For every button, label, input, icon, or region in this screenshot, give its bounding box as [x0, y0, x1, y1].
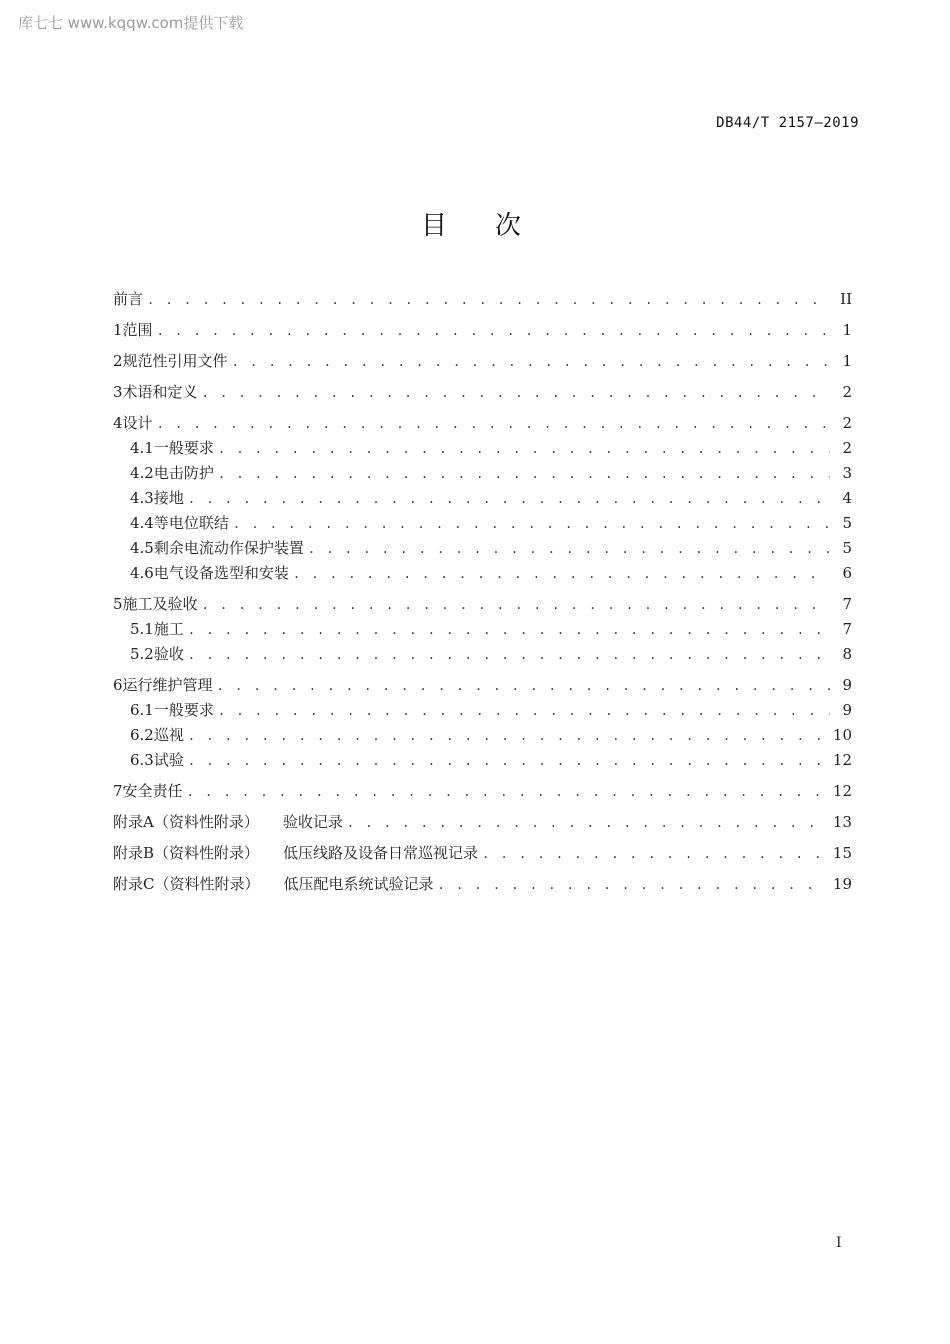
toc-number: 5.2	[130, 645, 154, 663]
toc-page: 9	[842, 676, 852, 694]
toc-leader	[188, 643, 830, 667]
toc-label: 术语和定义	[122, 383, 198, 401]
toc-page: 2	[842, 383, 852, 401]
toc-entry-4-2[interactable]	[113, 461, 852, 486]
toc-entry-5[interactable]	[113, 592, 852, 617]
toc-page: II	[840, 290, 852, 308]
toc-entry-4-5[interactable]	[113, 536, 852, 561]
toc-entry-7[interactable]	[113, 779, 852, 804]
toc-entry-5-2[interactable]	[113, 642, 852, 667]
toc-number: 2	[113, 352, 123, 370]
toc-label: 低压配电系统试验记录	[283, 875, 434, 893]
toc-leader	[147, 288, 830, 312]
toc-number: 4.6	[130, 564, 154, 582]
toc-leader	[217, 674, 830, 698]
toc-label: 运行维护管理	[122, 676, 213, 694]
toc-leader	[202, 381, 830, 405]
toc-leader	[188, 487, 830, 511]
toc-entry-4-4[interactable]	[113, 511, 852, 536]
toc-appendix-prefix: 附录C（资料性附录）	[113, 875, 260, 893]
toc-label: 施工	[153, 620, 184, 638]
toc-number: 4.4	[130, 514, 154, 532]
toc-label: 设计	[122, 414, 153, 432]
toc-page: 7	[842, 595, 852, 613]
toc-label: 验收	[153, 645, 184, 663]
toc-entry-4[interactable]	[113, 411, 852, 436]
toc-page: 1	[842, 321, 852, 339]
toc-number: 4	[113, 414, 123, 432]
toc-number: 6.1	[130, 701, 154, 719]
toc-leader	[438, 873, 827, 897]
toc-leader	[218, 699, 830, 723]
toc-label: 范围	[122, 321, 153, 339]
toc-label: 巡视	[153, 726, 184, 744]
toc-label: 试验	[153, 751, 184, 769]
toc-entry-preface[interactable]	[113, 287, 852, 312]
toc-leader	[482, 842, 827, 866]
toc-entry-6[interactable]	[113, 673, 852, 698]
toc-number: 4.5	[130, 539, 154, 557]
toc-label: 电气设备选型和安装	[153, 564, 289, 582]
toc-entry-3[interactable]	[113, 380, 852, 405]
toc-leader	[188, 749, 827, 773]
toc-label: 前言	[113, 290, 144, 308]
toc-leader	[347, 811, 827, 835]
toc-entry-4-3[interactable]	[113, 486, 852, 511]
toc-appendix-prefix: 附录B（资料性附录）	[113, 844, 260, 862]
toc-entry-appendix-a[interactable]	[113, 810, 852, 835]
toc-label: 电击防护	[153, 464, 214, 482]
toc-page: 10	[832, 726, 852, 744]
toc-page: 12	[832, 751, 852, 769]
toc-page: 7	[842, 620, 852, 638]
toc-page: 15	[832, 844, 852, 862]
toc-leader	[218, 462, 830, 486]
toc-leader	[202, 593, 830, 617]
toc-page: 2	[842, 439, 852, 457]
toc-number: 1	[113, 321, 123, 339]
table-of-contents	[113, 287, 852, 897]
toc-label: 验收记录	[282, 813, 343, 831]
toc-entry-1[interactable]	[113, 318, 852, 343]
toc-page: 13	[832, 813, 852, 831]
toc-number: 6.3	[130, 751, 154, 769]
toc-label: 低压线路及设备日常巡视记录	[283, 844, 479, 862]
watermark: 库七七 www.kqqw.com提供下载	[18, 14, 244, 32]
toc-number: 3	[113, 383, 123, 401]
toc-entry-6-3[interactable]	[113, 748, 852, 773]
toc-page: 9	[842, 701, 852, 719]
toc-leader	[188, 618, 830, 642]
toc-leader	[187, 780, 827, 804]
toc-leader	[232, 350, 830, 374]
toc-number: 5.1	[130, 620, 154, 638]
toc-label: 接地	[153, 489, 184, 507]
toc-label: 规范性引用文件	[122, 352, 228, 370]
toc-leader	[157, 319, 830, 343]
toc-entry-4-1[interactable]	[113, 436, 852, 461]
toc-label: 安全责任	[122, 782, 183, 800]
toc-page: 5	[842, 539, 852, 557]
toc-page: 6	[842, 564, 852, 582]
toc-page: 19	[832, 875, 852, 893]
toc-page: 3	[842, 464, 852, 482]
toc-leader	[188, 724, 827, 748]
toc-number: 4.3	[130, 489, 154, 507]
toc-leader	[293, 562, 830, 586]
toc-page: 2	[842, 414, 852, 432]
toc-entry-2[interactable]	[113, 349, 852, 374]
toc-number: 7	[113, 782, 123, 800]
toc-page: 12	[832, 782, 852, 800]
toc-entry-5-1[interactable]	[113, 617, 852, 642]
toc-entry-6-1[interactable]	[113, 698, 852, 723]
toc-label: 一般要求	[153, 439, 214, 457]
toc-number: 4.2	[130, 464, 154, 482]
standard-code: DB44/T 2157—2019	[716, 115, 859, 131]
toc-page: 1	[842, 352, 852, 370]
toc-entry-appendix-b[interactable]	[113, 841, 852, 866]
toc-number: 6	[113, 676, 123, 694]
toc-entry-appendix-c[interactable]	[113, 872, 852, 897]
toc-leader	[308, 537, 830, 561]
page-number: I	[836, 1235, 842, 1251]
toc-entry-4-6[interactable]	[113, 561, 852, 586]
toc-leader	[157, 412, 830, 436]
toc-leader	[233, 512, 830, 536]
toc-number: 4.1	[130, 439, 154, 457]
toc-leader	[218, 437, 830, 461]
toc-appendix-prefix: 附录A（资料性附录）	[113, 813, 259, 831]
toc-label: 施工及验收	[122, 595, 198, 613]
toc-page: 5	[842, 514, 852, 532]
toc-label: 一般要求	[153, 701, 214, 719]
toc-entry-6-2[interactable]	[113, 723, 852, 748]
toc-label: 等电位联结	[153, 514, 229, 532]
toc-page: 4	[842, 489, 852, 507]
toc-page: 8	[842, 645, 852, 663]
page-title: 目次	[420, 211, 569, 241]
toc-number: 5	[113, 595, 123, 613]
toc-number: 6.2	[130, 726, 154, 744]
toc-label: 剩余电流动作保护装置	[153, 539, 304, 557]
